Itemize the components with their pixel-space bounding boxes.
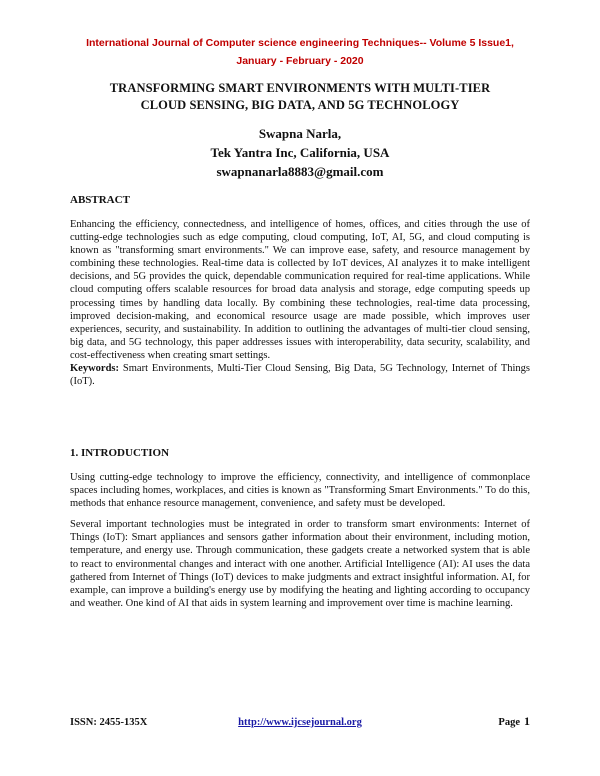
footer-page-label: Page (498, 717, 520, 728)
paper-title (70, 80, 530, 114)
page-footer (70, 714, 530, 733)
abstract-body: Enhancing the efficiency, connectedness, and intelligence of homes, offices, and cities through the use of cutting-edge technologies such as edge computing, cloud computing, IoT, AI, 5G, and cloud computing is known as "transforming smart environments." We can improve ease, safety, and resource management by combining these technologies. Real-time data is collected by IoT devices, AI analyzes it to make intelligent decisions, and 5G provides the quick, dependable communication required for real-time applications. While cloud computing offers scalable resources for broad data analysis and storage, edge computing speeds up processing times by handling data locally. By combining these technologies, real-time data processing, improved decision-making, and economical resource usage are made possible, which improves user experiences, security, and sustainability. In addition to outlining the advantages of multi-tier cloud sensing, big data, and 5G technology, this paper addresses issues with interoperability, data security, scalability, and cost-effectiveness when creating smart settings. (70, 219, 530, 361)
introduction-paragraph-2: Several important technologies must be integrated in order to transform smart environments: Internet of Things (IoT): Smart appliances and sensors gather information about their environment, including motion, temperature, and energy use. Through communication, these gadgets create a networked system that is able to react to environmental changes and interact with one another. Artificial Intelligence (AI): AI uses the data gathered from Internet of Things (IoT) devices to make judgments and extract insightful information. AI, for example, can improve a building's energy use by modifying the heating and lighting according to occupancy and weather. One kind of AI that aids in system learning and improvement over time is machine learning. (70, 519, 530, 609)
author-name: Swapna Narla, (258, 126, 342, 141)
keywords-label: Keywords: (70, 363, 119, 375)
author-affiliation: Tek Yantra Inc, California, USA (210, 145, 390, 160)
author-email: swapnanarla8883@gmail.com (216, 164, 384, 179)
abstract-section (70, 193, 530, 388)
journal-header (60, 34, 540, 70)
footer-page-value: 1 (524, 714, 530, 728)
keywords-text: Smart Environments, Multi-Tier Cloud Sensing, Big Data, 5G Technology, Internet of Things (IoT). (70, 363, 530, 388)
journal-header-line1: International Journal of Computer science engineering Techniques-- Volume 5 Issue1, (86, 37, 514, 49)
paper-title-line1: TRANSFORMING SMART ENVIRONMENTS WITH MULTI-TIER (109, 81, 491, 95)
introduction-section (70, 446, 530, 610)
introduction-paragraph-1: Using cutting-edge technology to improve the efficiency, connectivity, and intelligence of commonplace spaces including homes, workplaces, and cities is known as "Transforming Smart Environments." To do this, methods that enhance resource management, convenience, and safety must be developed. (70, 472, 530, 510)
footer-journal-link[interactable]: http://www.ijcsejournal.org (238, 717, 362, 728)
footer-page-number (498, 714, 530, 729)
author-block (70, 124, 530, 181)
paper-title-line2: CLOUD SENSING, BIG DATA, AND 5G TECHNOLOGY (140, 98, 460, 112)
journal-header-line2: January - February - 2020 (236, 55, 364, 67)
abstract-heading: ABSTRACT (70, 194, 130, 206)
footer-issn: ISSN: 2455-135X (70, 717, 148, 728)
keywords-line (70, 362, 530, 388)
introduction-heading: 1. INTRODUCTION (70, 447, 170, 459)
